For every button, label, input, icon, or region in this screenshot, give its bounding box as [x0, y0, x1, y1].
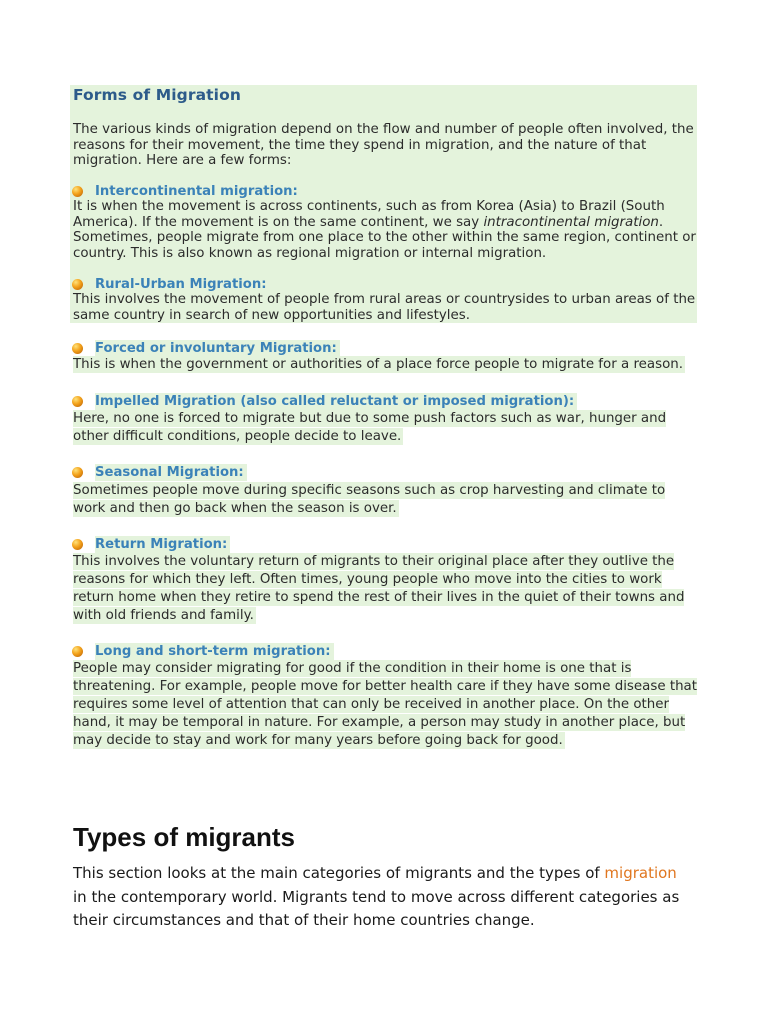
types-body: This section looks at the main categories of migrants and the types of migration in the contemporary world. Migrants tend to move across different categories as their circumstances and that of their home countries change.	[73, 864, 680, 930]
heading-intercontinental	[72, 183, 301, 200]
intracontinental-term: intracontinental migration	[483, 214, 659, 230]
orange-bullet-icon	[72, 396, 83, 407]
orange-bullet-icon	[72, 343, 83, 354]
migration-link[interactable]: migration	[604, 864, 677, 882]
orange-bullet-icon	[72, 646, 83, 657]
heading-text: Intercontinental migration:	[95, 184, 298, 199]
types-title: Types of migrants	[73, 822, 296, 852]
orange-bullet-icon	[72, 539, 83, 550]
heading-return	[72, 536, 230, 553]
heading-forced	[72, 340, 340, 357]
return-text: This involves the voluntary return of migrants to their original place after they outlive the reasons for which they left. Often times, young people who move into the cities to work return home when they retire to spend the rest of their lives in the quiet of their towns and with old friends and family.	[73, 554, 685, 623]
rural-urban-text: This involves the movement of people from rural areas or countrysides to urban areas of the same country in search of new opportunities and lifestyles.	[73, 292, 696, 323]
forms-intro: The various kinds of migration depend on the flow and number of people often involved, the reasons for their movement, the time they spend in migration, and the nature of that migration. Here are a few forms:	[73, 122, 694, 168]
impelled-text: Here, no one is forced to migrate but due to some push factors such as war, hunger and other difficult conditions, people decide to leave.	[73, 411, 667, 444]
heading-seasonal	[72, 464, 247, 481]
heading-impelled	[72, 393, 577, 410]
heading-text: Forced or involuntary Migration:	[95, 340, 340, 357]
long-short-text: People may consider migrating for good if the condition in their home is one that is threatening. For example, people move for better health care if they have some disease that requires some level of attention that can only be received in another place. On the other hand, it may be temporal in nature. For example, a person may study in another place, but may decide to stay and work for many years before going back for good.	[73, 661, 698, 748]
orange-bullet-icon	[72, 279, 83, 290]
intercontinental-text: It is when the movement is across continents, such as from Korea (Asia) to Brazil (South America). If the movement is on the same continent, we say intracontinental migration. Sometimes, people migrate from one place to the other within the same region, continent or country. This is also known as regional migration or internal migration.	[73, 199, 696, 261]
heading-long-short	[72, 643, 334, 660]
forced-text: This is when the government or authorities of a place force people to migrate for a reason.	[73, 357, 684, 372]
orange-bullet-icon	[72, 186, 83, 197]
heading-text: Seasonal Migration:	[95, 464, 247, 481]
forms-title: Forms of Migration	[73, 86, 241, 104]
orange-bullet-icon	[72, 467, 83, 478]
heading-text: Rural-Urban Migration:	[95, 277, 267, 292]
heading-text: Impelled Migration (also called reluctant or imposed migration):	[95, 393, 577, 410]
heading-rural-urban	[72, 276, 270, 293]
heading-text: Return Migration:	[95, 536, 230, 553]
seasonal-text: Sometimes people move during specific seasons such as crop harvesting and climate to work and then go back when the season is over.	[73, 483, 666, 516]
heading-text: Long and short-term migration:	[95, 643, 334, 660]
